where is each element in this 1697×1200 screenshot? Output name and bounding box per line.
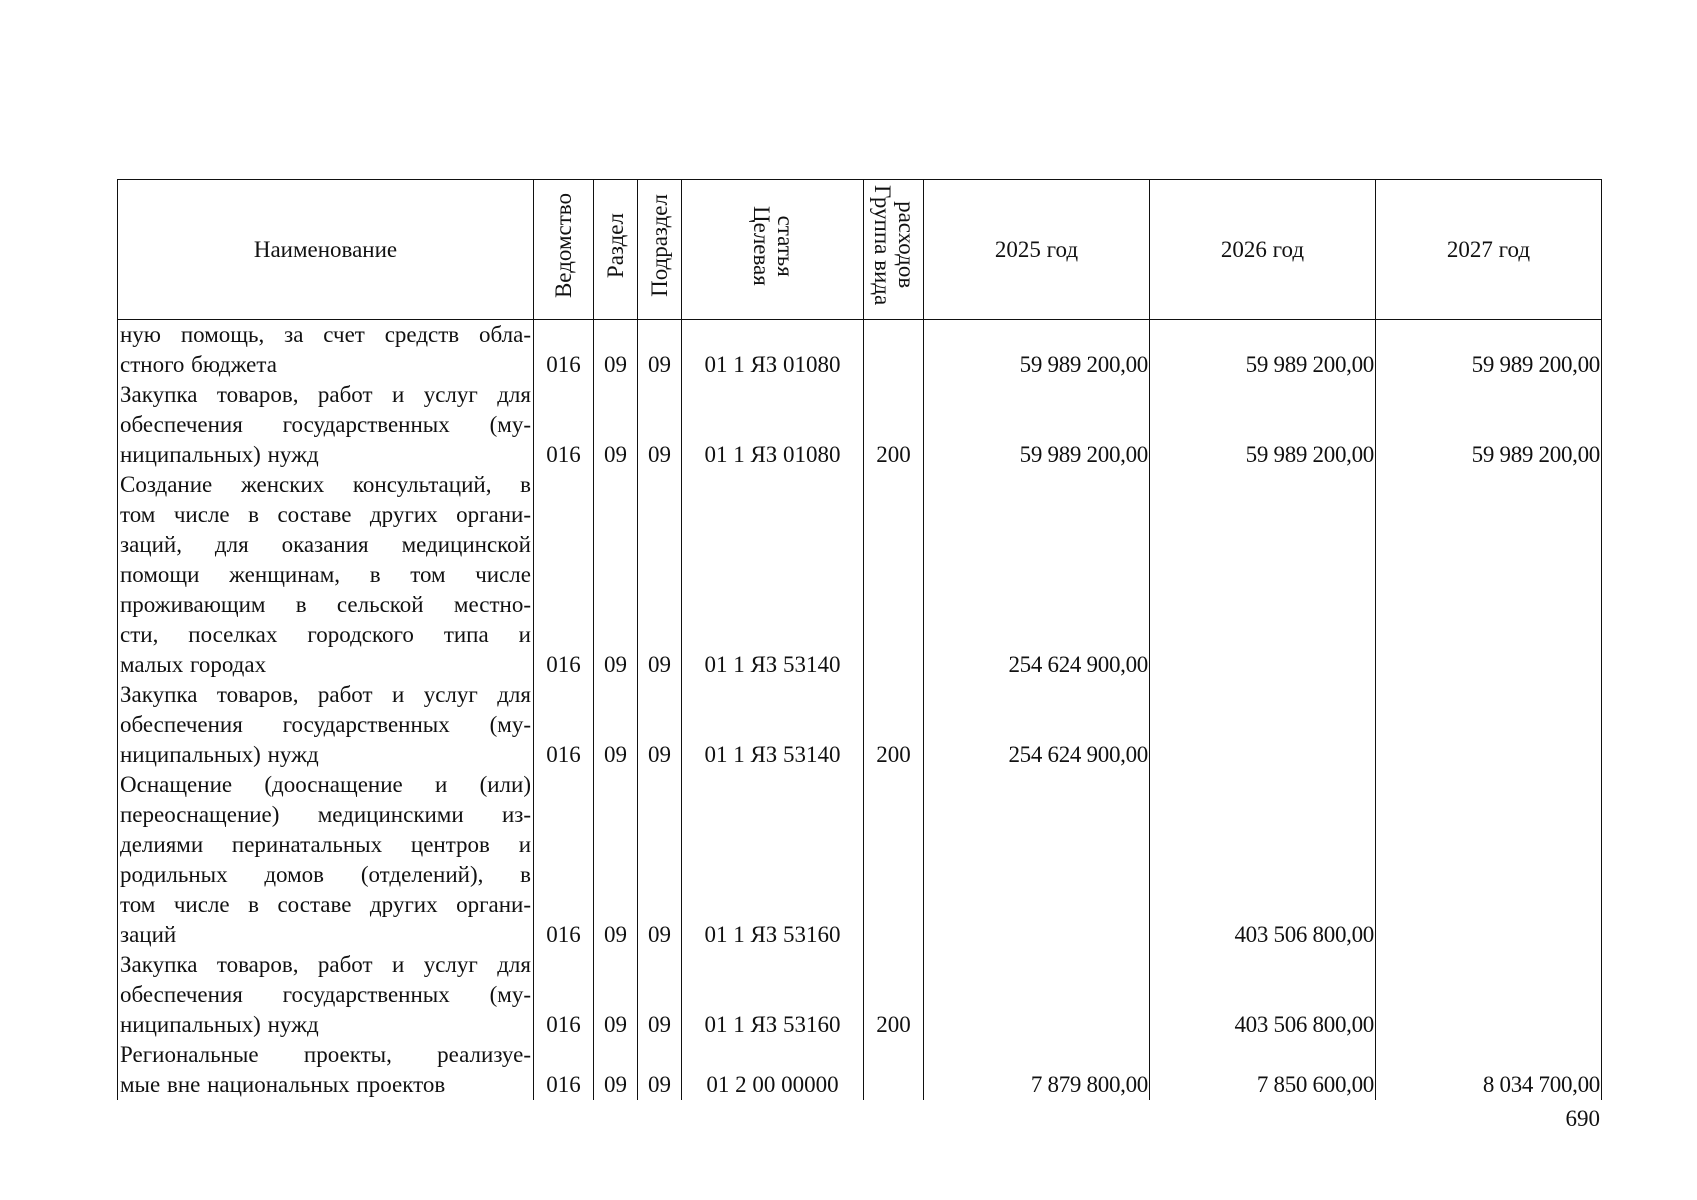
row-amount-2026: 403 506 800,00 <box>1150 950 1376 1040</box>
row-department: 016 <box>534 1040 594 1100</box>
row-target: 01 2 00 00000 <box>682 1040 864 1100</box>
row-subsection: 09 <box>638 680 682 770</box>
row-target: 01 1 ЯЗ 53160 <box>682 950 864 1040</box>
row-amount-2025: 7 879 800,00 <box>924 1040 1150 1100</box>
row-name <box>118 950 534 1040</box>
row-name-line: родильных домов (отделений), в <box>120 862 531 887</box>
row-target: 01 1 ЯЗ 53140 <box>682 470 864 680</box>
row-amount-2026 <box>1150 470 1376 680</box>
row-department: 016 <box>534 680 594 770</box>
header-target-label <box>749 206 797 286</box>
row-section: 09 <box>594 770 638 950</box>
header-group-label <box>870 185 918 305</box>
row-name-line: обеспечения государственных (му- <box>120 712 531 737</box>
row-amount-2027: 59 989 200,00 <box>1376 320 1602 381</box>
page-number: 690 <box>1565 1106 1600 1131</box>
row-amount-2025: 59 989 200,00 <box>924 320 1150 381</box>
table-row <box>118 320 1602 381</box>
row-name <box>118 380 534 470</box>
row-amount-2025 <box>924 950 1150 1040</box>
table-row <box>118 1040 1602 1100</box>
row-name-line: помощи женщинам, в том числе <box>120 562 531 587</box>
row-section: 09 <box>594 470 638 680</box>
table-row <box>118 770 1602 950</box>
header-department-label: Ведомство <box>550 192 576 299</box>
row-name-line: стного бюджета <box>120 352 277 377</box>
row-name-line: Региональные проекты, реализуе- <box>120 1042 531 1067</box>
row-subsection: 09 <box>638 320 682 381</box>
row-amount-2026: 59 989 200,00 <box>1150 380 1376 470</box>
row-group <box>864 470 924 680</box>
header-subsection <box>638 180 682 320</box>
row-name-line: обеспечения государственных (му- <box>120 982 531 1007</box>
header-name <box>118 180 534 320</box>
budget-table <box>117 179 1602 1100</box>
row-amount-2027 <box>1376 680 1602 770</box>
header-target-line2: статья <box>772 214 798 277</box>
row-name-line: том числе в составе других органи- <box>120 892 531 917</box>
header-group-line2: расходов <box>893 201 919 290</box>
row-name-line: делиями перинатальных центров и <box>120 832 531 857</box>
row-amount-2026: 403 506 800,00 <box>1150 770 1376 950</box>
header-year-2026-label: 2026 год <box>1220 236 1305 262</box>
row-group <box>864 320 924 381</box>
table-row <box>118 950 1602 1040</box>
row-subsection: 09 <box>638 1040 682 1100</box>
row-name <box>118 470 534 680</box>
row-section: 09 <box>594 320 638 381</box>
table-row <box>118 680 1602 770</box>
header-subsection-label: Подраздел <box>646 194 672 297</box>
row-department: 016 <box>534 770 594 950</box>
row-name-line: заций, для оказания медицинской <box>120 532 531 557</box>
table-body <box>118 320 1602 1101</box>
row-amount-2027 <box>1376 470 1602 680</box>
row-amount-2027 <box>1376 950 1602 1040</box>
row-target: 01 1 ЯЗ 01080 <box>682 320 864 381</box>
row-amount-2025: 254 624 900,00 <box>924 470 1150 680</box>
row-target: 01 1 ЯЗ 01080 <box>682 380 864 470</box>
header-group <box>864 180 924 320</box>
row-name-line: Создание женских консультаций, в <box>120 472 531 497</box>
row-amount-2025: 254 624 900,00 <box>924 680 1150 770</box>
row-group: 200 <box>864 680 924 770</box>
row-subsection: 09 <box>638 770 682 950</box>
header-year-2025 <box>924 180 1150 320</box>
row-group <box>864 770 924 950</box>
row-name-line: сти, поселках городского типа и <box>120 622 531 647</box>
header-year-2027 <box>1376 180 1602 320</box>
row-name-line: Закупка товаров, работ и услуг для <box>120 952 531 977</box>
table-header <box>118 180 1602 320</box>
row-name-line: ную помощь, за счет средств обла- <box>120 322 531 347</box>
budget-page <box>117 179 1601 1100</box>
header-group-line1: Группа вида <box>869 185 895 306</box>
row-department: 016 <box>534 950 594 1040</box>
table-row <box>118 470 1602 680</box>
row-department: 016 <box>534 380 594 470</box>
row-group <box>864 1040 924 1100</box>
row-name-line: проживающим в сельской местно- <box>120 592 531 617</box>
row-name <box>118 680 534 770</box>
row-name-line: заций <box>120 922 177 947</box>
row-group: 200 <box>864 950 924 1040</box>
row-amount-2025 <box>924 770 1150 950</box>
header-department <box>534 180 594 320</box>
row-subsection: 09 <box>638 950 682 1040</box>
row-department: 016 <box>534 320 594 381</box>
row-department: 016 <box>534 470 594 680</box>
row-subsection: 09 <box>638 470 682 680</box>
row-name-line: мые вне национальных проектов <box>120 1072 446 1097</box>
row-section: 09 <box>594 380 638 470</box>
row-amount-2026: 7 850 600,00 <box>1150 1040 1376 1100</box>
row-name-line: ниципальных) нужд <box>120 1012 319 1037</box>
row-name-line: малых городах <box>120 652 267 677</box>
row-section: 09 <box>594 950 638 1040</box>
row-name-line: обеспечения государственных (му- <box>120 412 531 437</box>
row-section: 09 <box>594 680 638 770</box>
row-amount-2027: 59 989 200,00 <box>1376 380 1602 470</box>
row-name-line: Оснащение (дооснащение и (или) <box>120 772 531 797</box>
row-amount-2027 <box>1376 770 1602 950</box>
header-section-label: Раздел <box>602 212 628 279</box>
table-row <box>118 380 1602 470</box>
row-target: 01 1 ЯЗ 53140 <box>682 680 864 770</box>
row-name <box>118 770 534 950</box>
row-name-line: Закупка товаров, работ и услуг для <box>120 382 531 407</box>
row-section: 09 <box>594 1040 638 1100</box>
row-name-line: ниципальных) нужд <box>120 442 319 467</box>
header-year-2027-label: 2027 год <box>1446 236 1531 262</box>
row-amount-2026: 59 989 200,00 <box>1150 320 1376 381</box>
row-name <box>118 320 534 381</box>
header-section <box>594 180 638 320</box>
row-amount-2026 <box>1150 680 1376 770</box>
header-target <box>682 180 864 320</box>
header-year-2025-label: 2025 год <box>994 236 1079 262</box>
row-amount-2025: 59 989 200,00 <box>924 380 1150 470</box>
row-group: 200 <box>864 380 924 470</box>
row-name-line: переоснащение) медицинскими из- <box>120 802 531 827</box>
row-name-line: ниципальных) нужд <box>120 742 319 767</box>
header-name-label: Наименование <box>253 236 398 262</box>
header-year-2026 <box>1150 180 1376 320</box>
row-target: 01 1 ЯЗ 53160 <box>682 770 864 950</box>
header-target-line1: Целевая <box>748 205 774 286</box>
row-name-line: Закупка товаров, работ и услуг для <box>120 682 531 707</box>
row-name <box>118 1040 534 1100</box>
row-name-line: том числе в составе других органи- <box>120 502 531 527</box>
row-subsection: 09 <box>638 380 682 470</box>
row-amount-2027: 8 034 700,00 <box>1376 1040 1602 1100</box>
